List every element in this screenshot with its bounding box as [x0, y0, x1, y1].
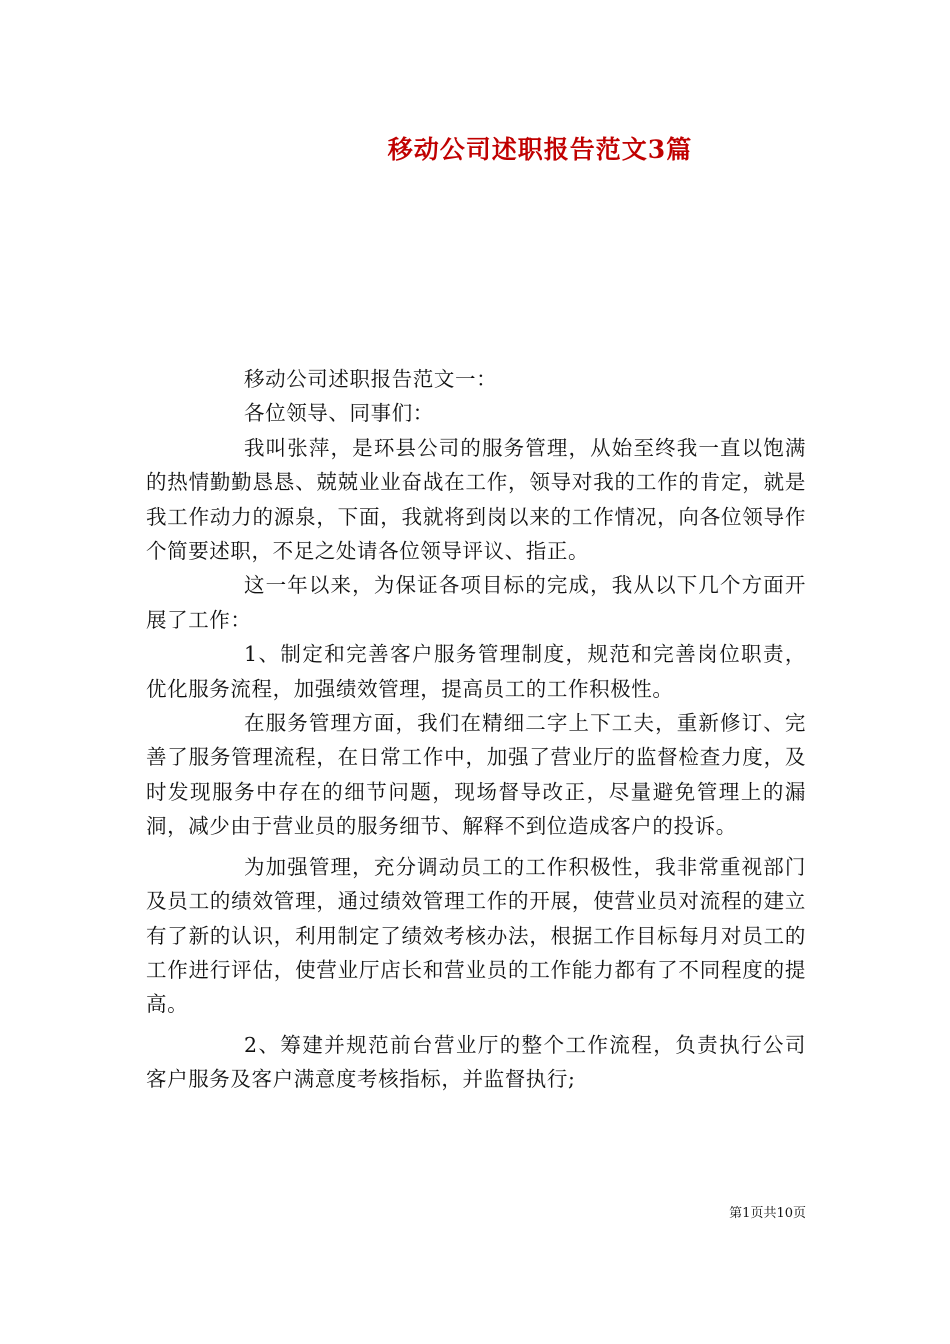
- paragraph-service-management: 在服务管理方面，我们在精细二字上下工夫，重新修订、完善了服务管理流程，在日常工作中，加强了营业厅的监督检查力度，及时发现服务中存在的细节问题，现场督导改正，尽量避免管理上的漏洞，减少由于营业员的服务细节、解释不到位造成客户的投诉。: [146, 711, 806, 839]
- section-heading: 移动公司述职报告范文一：: [244, 367, 498, 391]
- document-title: 移动公司述职报告范文3篇: [387, 135, 693, 164]
- page-number: 第1页共10页: [729, 1206, 806, 1221]
- paragraph-intro: 我叫张萍，是环县公司的服务管理，从始至终我一直以饱满的热情勤勤恳恳、兢兢业业奋战在工作，领导对我的工作的肯定，就是我工作动力的源泉，下面，我就将到岗以来的工作情况，向各位领导作个简要述职，不足之处请各位领导评议、指正。: [146, 435, 806, 564]
- salutation: 各位领导、同事们：: [244, 401, 434, 426]
- document-body: [146, 362, 806, 1097]
- paragraph-item-2: 2、筹建并规范前台营业厅的整个工作流程，负责执行公司客户服务及客户满意度考核指标，并监督执行;: [146, 1032, 806, 1092]
- paragraph-item-1: 1、制定和完善客户服务管理制度，规范和完善岗位职责，优化服务流程，加强绩效管理，提高员工的工作积极性。: [146, 642, 806, 701]
- paragraph-overview: 这一年以来，为保证各项目标的完成，我从以下几个方面开展了工作：: [146, 573, 806, 632]
- paragraph-performance: 为加强管理，充分调动员工的工作积极性，我非常重视部门及员工的绩效管理，通过绩效管理工作的开展，使营业员对流程的建立有了新的认识，利用制定了绩效考核办法，根据工作目标每月对员工的工作进行评估，使营业厅店长和营业员的工作能力都有了不同程度的提高。: [146, 854, 806, 1017]
